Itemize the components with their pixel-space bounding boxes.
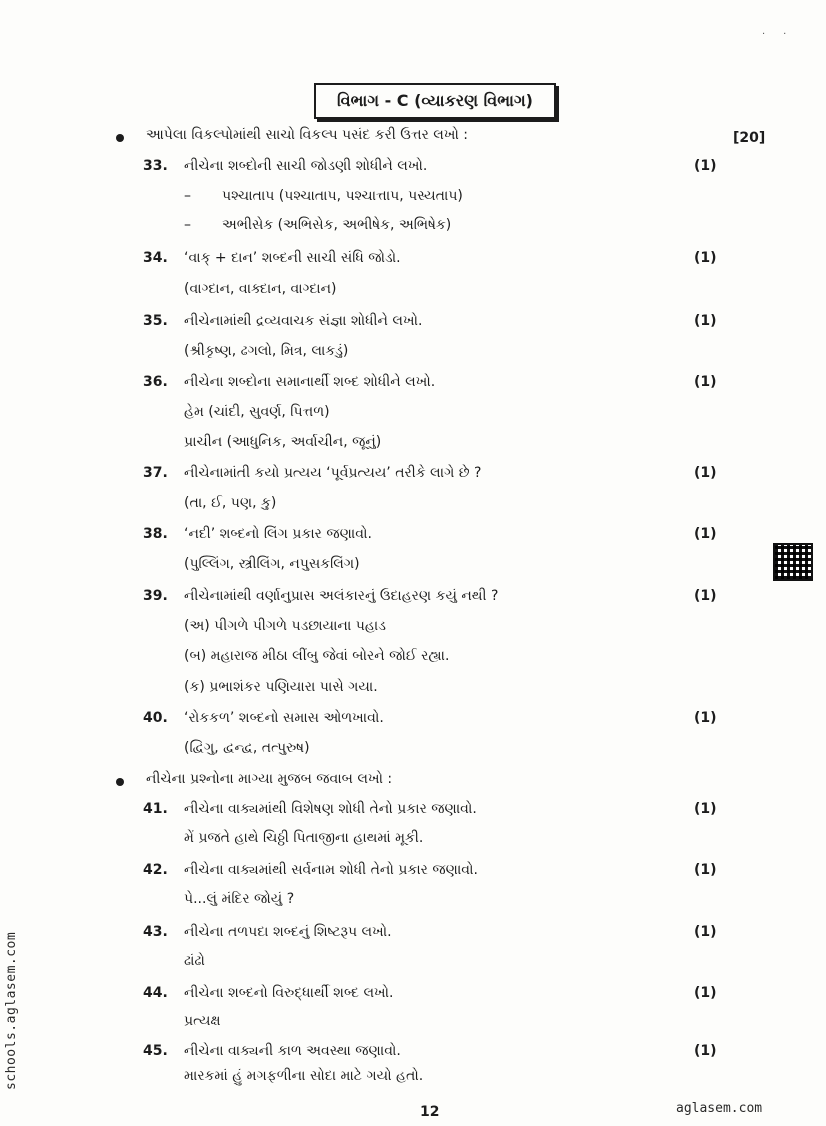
bullet-icon [116, 134, 124, 142]
question-line: (ક) પ્રભાશંકર પણિયારા પાસે ગયા. [184, 679, 378, 695]
side-watermark: schools.aglasem.com [4, 931, 19, 1090]
question-line: (તા, ઈ, પણ, કુ) [184, 495, 277, 511]
part2-instruction: નીચેના પ્રશ્નોના માગ્યા મુજબ જવાબ લખો : [146, 771, 393, 787]
question-marks: (1) [694, 985, 717, 1001]
question-text: નીચેના શબ્દનો વિરુદ્ધાર્થી શબ્દ લખો. [184, 985, 394, 1001]
question-marks: (1) [694, 158, 717, 174]
question-line: (વાગ્દાન, વાક્દાન, વાગ્દાન) [184, 281, 337, 297]
question-number: 40. [143, 710, 168, 726]
question-marks: (1) [694, 374, 717, 390]
question-marks: (1) [694, 710, 717, 726]
question-text: નીચેનામાંથી વર્ણાનુપ્રાસ અલંકારનું ઉદાહરણ કયું નથી ? [184, 588, 499, 604]
question-number: 36. [143, 374, 168, 390]
question-text: નીચેના શબ્દોના સમાનાર્થી શબ્દ શોધીને લખો. [184, 374, 436, 390]
dash-marker: – [184, 188, 191, 204]
question-text: નીચેના વાક્યની કાળ અવસ્થા જણાવો. [184, 1043, 401, 1059]
question-marks: (1) [694, 250, 717, 266]
question-line: પ્રાચીન (આધુનિક, અર્વાચીન, જૂનું) [184, 434, 382, 450]
question-number: 33. [143, 158, 168, 174]
question-text: ‘નદી’ શબ્દનો લિંગ પ્રકાર જણાવો. [184, 526, 372, 542]
question-line: પશ્ચાતાપ (પશ્ચાતાપ, પશ્ચાત્તાપ, પસ્યતાપ) [222, 188, 463, 204]
question-line: અભીસેક (અભિસેક, અભીષેક, અભિષેક) [222, 217, 452, 233]
question-line: (દ્વિગુ, દ્વન્દ્વ, તત્પુરુષ) [184, 740, 310, 756]
question-marks: (1) [694, 588, 717, 604]
question-line: હેમ (ચાંદી, સુવર્ણ, પિત્તળ) [184, 404, 330, 420]
part1-instruction: આપેલા વિકલ્પોમાંથી સાચો વિકલ્પ પસંદ કરી ઉત્તર લખો : [146, 127, 469, 143]
question-text: નીચેના વાક્યમાંથી સર્વનામ શોધી તેનો પ્રકાર જણાવો. [184, 862, 478, 878]
question-number: 44. [143, 985, 168, 1001]
question-text: નીચેના તળપદા શબ્દનું શિષ્ટરૂપ લખો. [184, 924, 392, 940]
question-line: (અ) પીગળે પીગળે પડછાયાના પહાડ [184, 618, 386, 634]
question-marks: (1) [694, 924, 717, 940]
question-number: 41. [143, 801, 168, 817]
question-line: (પુલ્લિંગ, સ્ત્રીલિંગ, નપુસકલિંગ) [184, 556, 360, 572]
question-marks: (1) [694, 862, 717, 878]
section-title-text: વિભાગ - C (વ્યાકરણ વિભાગ) [337, 91, 533, 110]
question-number: 45. [143, 1043, 168, 1059]
question-text: ‘રોકકળ’ શબ્દનો સમાસ ઓળખાવો. [184, 710, 384, 726]
question-line: મેં પ્રજતે હાથે ચિઠ્ઠી પિતાજીના હાથમાં મૂકી. [184, 830, 424, 846]
question-line: મારકમાં હું મગફળીના સોદા માટે ગયો હતો. [184, 1068, 424, 1084]
question-marks: (1) [694, 465, 717, 481]
section-title [314, 83, 556, 119]
question-line: ઢાંઢો [184, 953, 205, 969]
bullet-icon [116, 778, 124, 786]
question-number: 39. [143, 588, 168, 604]
question-number: 42. [143, 862, 168, 878]
question-number: 37. [143, 465, 168, 481]
question-line: પ્રત્યક્ષ [184, 1013, 221, 1029]
scan-specks: .. [762, 26, 805, 37]
question-number: 34. [143, 250, 168, 266]
question-line: (શ્રીકૃષ્ણ, ઢગલો, મિત્ર, લાકડું) [184, 343, 349, 359]
question-marks: (1) [694, 1043, 717, 1059]
question-text: નીચેના શબ્દોની સાચી જોડણી શોધીને લખો. [184, 158, 428, 174]
dash-marker: – [184, 217, 191, 233]
question-text: ‘વાક્ + દાન’ શબ્દની સાચી સંધિ જોડો. [184, 250, 401, 266]
question-line: પે...લું મંદિર જોયું ? [184, 891, 295, 907]
page-number: 12 [420, 1104, 440, 1120]
question-number: 43. [143, 924, 168, 940]
question-text: નીચેના વાક્યમાંથી વિશેષણ શોધી તેનો પ્રકાર જણાવો. [184, 801, 477, 817]
question-text: નીચેનામાંથી દ્રવ્યવાચક સંજ્ઞા શોધીને લખો. [184, 313, 423, 329]
question-marks: (1) [694, 526, 717, 542]
qr-code-icon [773, 543, 813, 581]
question-marks: (1) [694, 313, 717, 329]
question-marks: (1) [694, 801, 717, 817]
question-line: (બ) મહારાજ મીઠા લીંબુ જેવાં બોરને જોઈ રહ્યા. [184, 648, 450, 664]
footer-watermark: aglasem.com [676, 1101, 763, 1116]
question-number: 35. [143, 313, 168, 329]
total-marks: [20] [733, 130, 766, 146]
question-number: 38. [143, 526, 168, 542]
question-text: નીચેનામાંતી કયો પ્રત્યય ‘પૂર્વપ્રત્યય’ તરીકે લાગે છે ? [184, 465, 482, 481]
